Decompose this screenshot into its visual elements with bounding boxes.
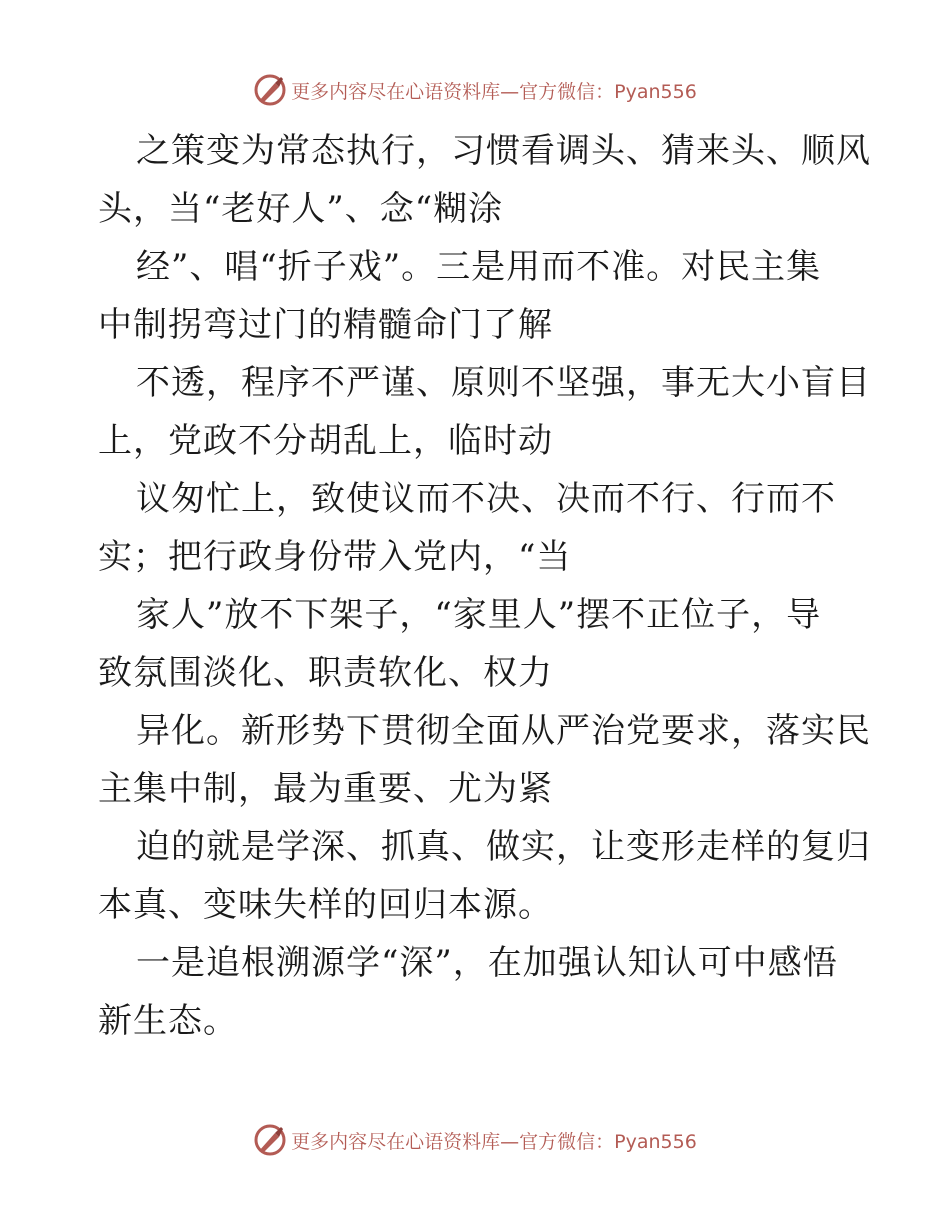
body-line: 头，当“老好人”、念“糊涂 bbox=[98, 189, 504, 229]
body-line: 本真、变味失样的回归本源。 bbox=[98, 885, 553, 925]
body-line: 经”、唱“折子戏”。三是用而不准。对民主集 bbox=[136, 247, 822, 287]
body-line: 实；把行政身份带入党内，“当 bbox=[98, 537, 572, 577]
body-line: 家人”放不下架子，“家里人”摆不正位子，导 bbox=[136, 595, 822, 635]
body-line: 一是追根溯源学“深”，在加强认知认可中感悟 bbox=[136, 943, 838, 983]
body-line: 中制拐弯过门的精髓命门了解 bbox=[98, 305, 553, 345]
header-banner-text: 更多内容尽在心语资料库—官方微信：Pyan556 bbox=[291, 80, 697, 103]
body-line: 不透，程序不严谨、原则不坚强，事无大小盲目 bbox=[136, 363, 871, 403]
body-line: 之策变为常态执行，习惯看调头、猜来头、顺风 bbox=[136, 131, 871, 171]
body-line: 致氛围淡化、职责软化、权力 bbox=[98, 653, 553, 693]
pen-logo-icon bbox=[253, 73, 287, 107]
footer-banner-text: 更多内容尽在心语资料库—官方微信：Pyan556 bbox=[291, 1130, 697, 1153]
body-line: 迫的就是学深、抓真、做实，让变形走样的复归 bbox=[136, 827, 871, 867]
document-body bbox=[98, 122, 871, 1050]
body-line: 异化。新形势下贯彻全面从严治党要求，落实民 bbox=[136, 711, 871, 751]
body-line: 上，党政不分胡乱上，临时动 bbox=[98, 421, 553, 461]
header-banner bbox=[0, 70, 950, 110]
body-line: 议匆忙上，致使议而不决、决而不行、行而不 bbox=[136, 479, 836, 519]
pen-logo-icon bbox=[253, 1123, 287, 1157]
footer-banner bbox=[0, 1120, 950, 1160]
body-line: 主集中制，最为重要、尤为紧 bbox=[98, 769, 553, 809]
body-line: 新生态。 bbox=[98, 1001, 238, 1041]
